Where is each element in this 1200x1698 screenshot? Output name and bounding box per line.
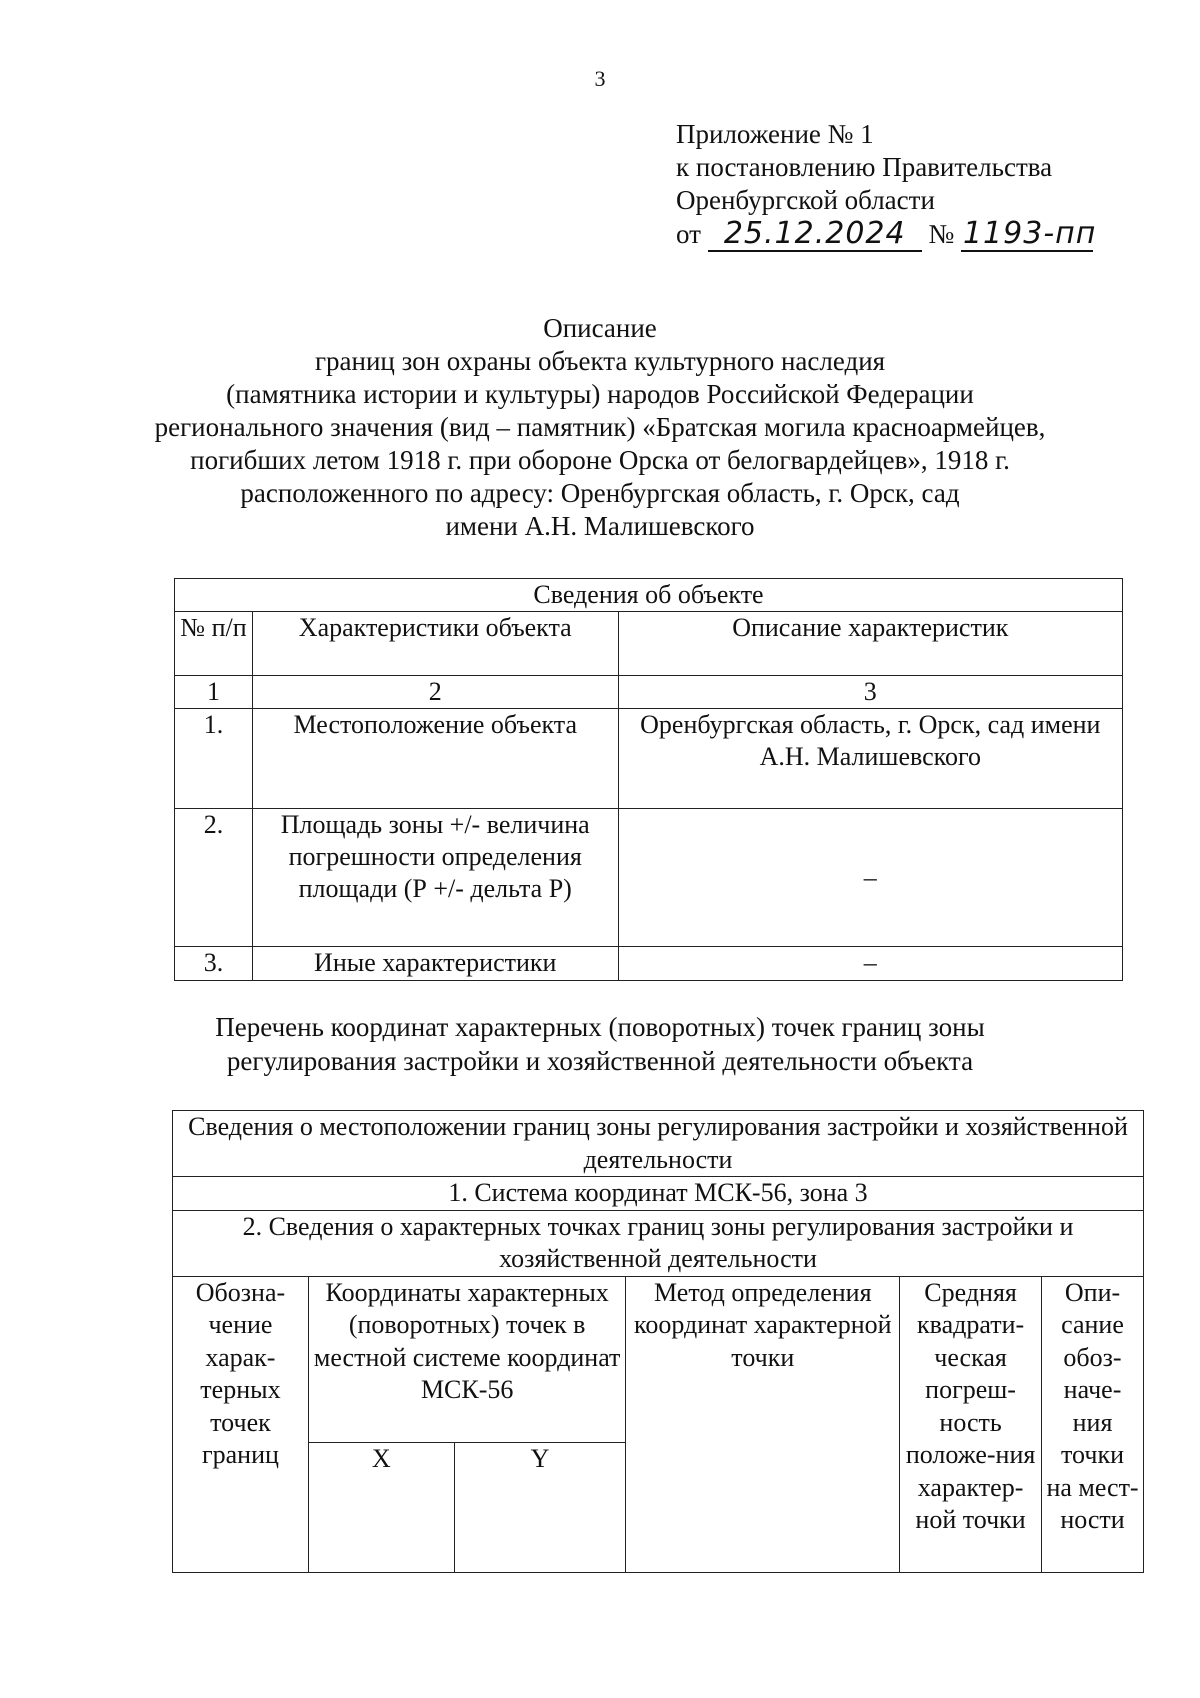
coords-table-caption: Сведения о местоположении границ зоны регулирования застройки и хозяйственной деятельности <box>173 1111 1144 1177</box>
appendix-line-1: Приложение № 1 <box>676 119 874 149</box>
title-line: погибших летом 1918 г. при обороне Орска от белогвардейцев», 1918 г. <box>190 445 1010 475</box>
table-row <box>175 709 1123 809</box>
header-characteristics: Характеристики объекта <box>252 612 618 676</box>
table-row <box>173 1210 1144 1276</box>
title-line: Описание <box>543 313 657 343</box>
date-prefix: от <box>676 219 701 249</box>
list-title-line: регулирования застройки и хозяйственной деятельности объекта <box>226 1046 974 1076</box>
col-description: Опи-сание обоз-наче-ния точки на мест-ности <box>1042 1276 1144 1572</box>
column-number: 1 <box>175 676 253 709</box>
title-line: расположенного по адресу: Оренбургская область, г. Орск, сад <box>240 478 960 508</box>
number-prefix: № <box>928 219 955 249</box>
appendix-header <box>676 118 1097 252</box>
table-row <box>175 676 1123 709</box>
col-error: Средняя квадрати-ческая погреш-ность положе-ния характер-ной точки <box>900 1276 1042 1572</box>
row-name: Иные характеристики <box>252 947 618 981</box>
handwritten-number: 1193-пп <box>962 216 1097 251</box>
row-num: 1. <box>175 709 253 809</box>
header-description: Описание характеристик <box>618 612 1122 676</box>
appendix-line-2: к постановлению Правительства <box>676 152 1053 182</box>
title-line: границ зон охраны объекта культурного наследия <box>314 346 886 376</box>
coordinates-table <box>172 1110 1144 1573</box>
table-row <box>173 1111 1144 1177</box>
row-desc: Оренбургская область, г. Орск, сад имени А.Н. Малишевского <box>618 709 1122 809</box>
col-y: Y <box>454 1442 626 1572</box>
page-number: 3 <box>594 66 606 91</box>
coordinate-system: 1. Система координат МСК-56, зона 3 <box>173 1177 1144 1211</box>
appendix-line-3: Оренбургской области <box>676 185 935 215</box>
points-caption: 2. Сведения о характерных точках границ зоны регулирования застройки и хозяйственной деятельности <box>173 1210 1144 1276</box>
table-row <box>175 947 1123 981</box>
list-title-line: Перечень координат характерных (поворотных) точек границ зоны <box>215 1012 985 1042</box>
title-line: регионального значения (вид – памятник) «Братская могила красноармейцев, <box>154 412 1046 442</box>
table-row <box>175 579 1123 612</box>
col-coordinates: Координаты характерных (поворотных) точек в местной системе координат МСК-56 <box>308 1276 626 1442</box>
title-line: имени А.Н. Малишевского <box>445 511 755 541</box>
row-desc: – <box>618 947 1122 981</box>
col-designation: Обозна-чение харак-терных точек границ <box>173 1276 309 1572</box>
header-num: № п/п <box>175 612 253 676</box>
column-number: 2 <box>252 676 618 709</box>
row-num: 3. <box>175 947 253 981</box>
object-table-caption: Сведения об объекте <box>175 579 1123 612</box>
row-desc: – <box>618 809 1122 947</box>
document-title <box>0 312 1200 543</box>
table-row <box>173 1276 1144 1442</box>
table-row <box>175 612 1123 676</box>
appendix-date-line <box>676 216 1097 252</box>
handwritten-date: 25.12.2024 <box>708 217 922 252</box>
table-row <box>173 1177 1144 1211</box>
table-row <box>175 809 1123 947</box>
object-info-table <box>174 578 1123 981</box>
col-x: X <box>308 1442 454 1572</box>
coordinates-list-title <box>0 1010 1200 1078</box>
row-name: Местоположение объекта <box>252 709 618 809</box>
row-num: 2. <box>175 809 253 947</box>
title-line: (памятника истории и культуры) народов Российской Федерации <box>226 379 974 409</box>
col-method: Метод определения координат характерной точки <box>626 1276 900 1572</box>
row-name: Площадь зоны +/- величина погрешности определения площади (Р +/- дельта Р) <box>252 809 618 947</box>
column-number: 3 <box>618 676 1122 709</box>
